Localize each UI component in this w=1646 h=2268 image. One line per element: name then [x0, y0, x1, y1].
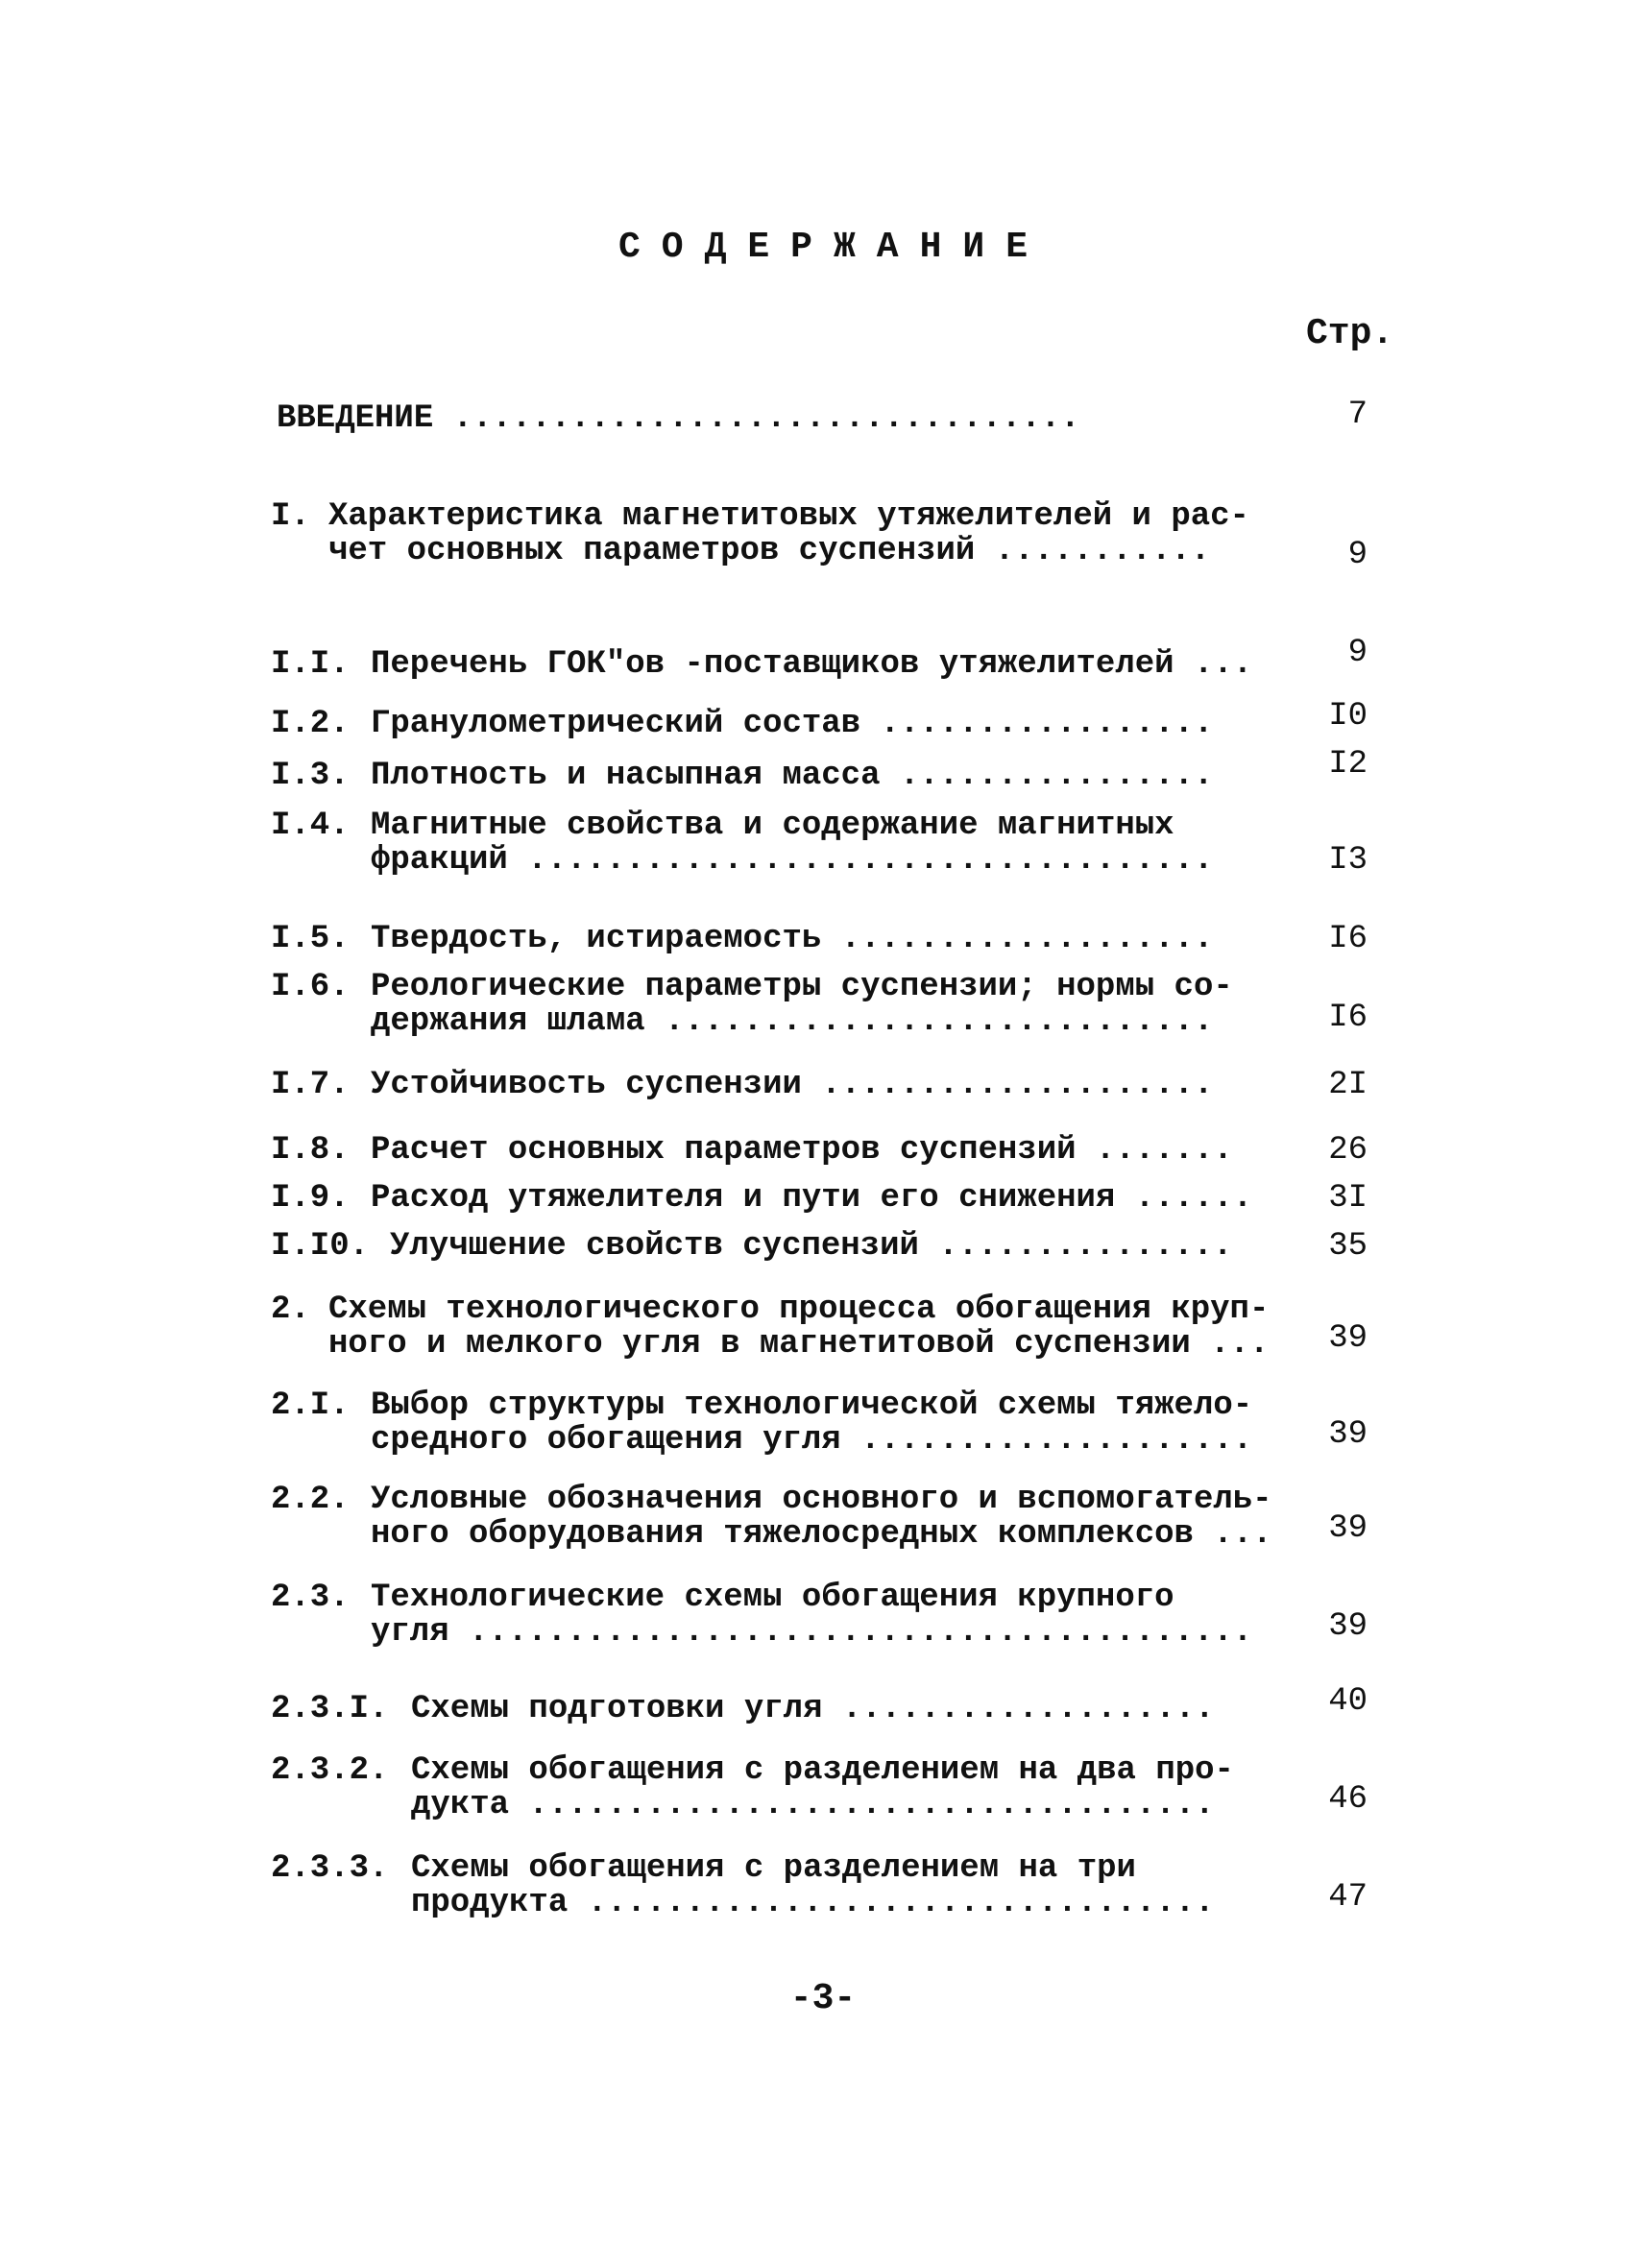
toc-entry-text: Реологические параметры суспензии; нормы со- держания шлама ............................ [371, 969, 1233, 1040]
toc-entry-number: 2.2. [271, 1482, 350, 1518]
toc-entry-text: Выбор структуры технологической схемы тяжело- средного обогащения угля .................... [371, 1387, 1253, 1459]
toc-entry-number: 2.3.2. [271, 1752, 389, 1789]
toc-entry-number: I.6. [271, 969, 350, 1005]
toc-entry-number: I.9. [271, 1180, 350, 1217]
toc-entry-page: 9 [1347, 635, 1368, 671]
toc-entry-text: Характеристика магнетитовых утяжелителей и рас- чет основных параметров суспензий ........... [328, 498, 1249, 569]
toc-entry-page: 46 [1328, 1781, 1368, 1818]
toc-entry-text: Расчет основных параметров суспензий ....... [371, 1132, 1233, 1169]
toc-entry-number: I.7. [271, 1067, 350, 1103]
toc-entry-page: I2 [1328, 746, 1368, 783]
toc-entry-page: I6 [1328, 921, 1368, 957]
toc-entry-text: Плотность и насыпная масса ................ [371, 758, 1214, 794]
toc-entry-page: 40 [1328, 1683, 1368, 1720]
toc-entry-number: 2. [271, 1291, 310, 1328]
toc-entry-text: Условные обозначения основного и вспомогатель- ного оборудования тяжелосредных комплексов ... [371, 1482, 1272, 1553]
toc-entry-page: 7 [1347, 397, 1368, 433]
toc-entry-page: 9 [1347, 537, 1368, 573]
toc-entry-number: I.8. [271, 1132, 350, 1169]
toc-entry-page: I0 [1328, 698, 1368, 735]
toc-entry-text: Устойчивость суспензии .................... [371, 1067, 1214, 1103]
toc-entry-number: 2.3. [271, 1580, 350, 1616]
toc-entry-number: I.5. [271, 921, 350, 957]
toc-entry-text: Магнитные свойства и содержание магнитных фракций ................................... [371, 808, 1214, 879]
toc-entry-text: ВВЕДЕНИЕ ................................ [277, 400, 1080, 437]
toc-entry-number: I.I0. [271, 1228, 370, 1265]
toc-entry-text: Расход утяжелителя и пути его снижения ...... [371, 1180, 1253, 1217]
toc-entry-text: Схемы обогащения с разделением на три продукта ................................ [411, 1850, 1215, 1921]
toc-entry-page: 47 [1328, 1879, 1368, 1916]
page-column-header: Стр. [1306, 313, 1394, 354]
toc-entry-page: 39 [1328, 1416, 1368, 1453]
toc-entry-text: Схемы технологического процесса обогащения круп- ного и мелкого угля в магнетитовой суспензии ... [328, 1291, 1270, 1363]
toc-entry-page: 2I [1328, 1067, 1368, 1103]
toc-entry-number: I.2. [271, 706, 350, 742]
toc-entry-number: 2.I. [271, 1387, 350, 1424]
toc-entry-page: 26 [1328, 1132, 1368, 1169]
toc-entry-page: I3 [1328, 842, 1368, 879]
toc-entry-text: Перечень ГОК"ов -поставщиков утяжелителей ... [371, 646, 1253, 683]
toc-entry-page: 39 [1328, 1510, 1368, 1547]
toc-entry-page: I6 [1328, 1000, 1368, 1036]
toc-entry-number: I.4. [271, 808, 350, 844]
toc-entry-page: 35 [1328, 1228, 1368, 1265]
toc-entry-text: Твердость, истираемость ................... [371, 921, 1214, 957]
toc-entry-page: 39 [1328, 1608, 1368, 1645]
toc-entry-text: Схемы подготовки угля ................... [411, 1691, 1215, 1727]
toc-entry-text: Улучшение свойств суспензий ............... [390, 1228, 1233, 1265]
toc-entry-number: I. [271, 498, 310, 535]
toc-entry-text: Схемы обогащения с разделением на два про- дукта ................................... [411, 1752, 1234, 1823]
toc-entry-number: 2.3.I. [271, 1691, 389, 1727]
toc-entry-text: Технологические схемы обогащения крупного угля ........................................ [371, 1580, 1253, 1651]
page-number-footer: -3- [789, 1978, 857, 2019]
toc-entry-page: 3I [1328, 1180, 1368, 1217]
toc-entry-number: I.I. [271, 646, 350, 683]
toc-entry-number: I.3. [271, 758, 350, 794]
toc-entry-page: 39 [1328, 1320, 1368, 1357]
page-title: СОДЕРЖАНИЕ [617, 227, 1050, 268]
toc-entry-text: Гранулометрический состав ................. [371, 706, 1214, 742]
toc-entry-number: 2.3.3. [271, 1850, 389, 1887]
